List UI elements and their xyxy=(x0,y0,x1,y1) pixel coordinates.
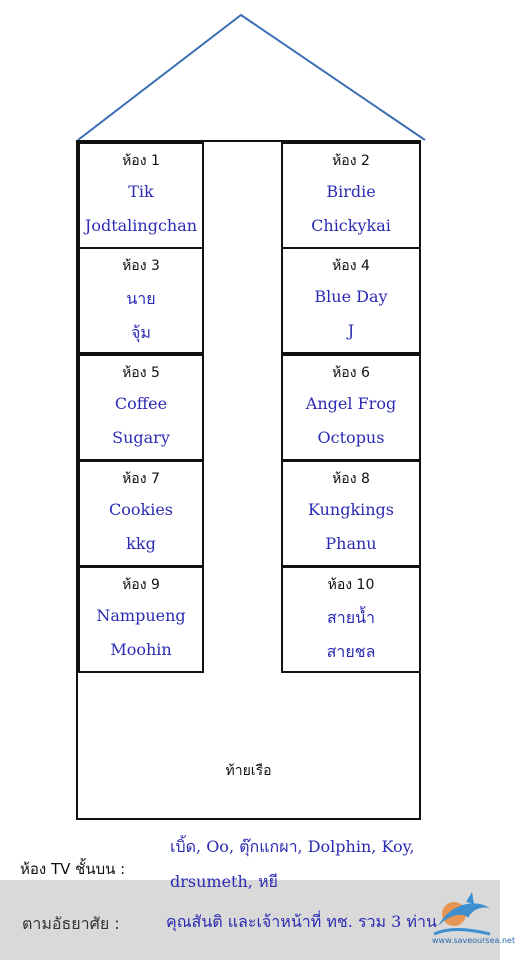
occupant-name: Chickykai xyxy=(311,216,391,235)
stern-label: ท้ายเรือ xyxy=(225,763,272,779)
logo-url: www.saveoursea.net xyxy=(432,936,515,945)
room-number: ห้อง 7 xyxy=(122,471,160,487)
room-number: ห้อง 6 xyxy=(332,365,370,381)
room-number: ห้อง 2 xyxy=(332,153,370,169)
occupant-name: นาย xyxy=(126,289,156,308)
tv-room-occupants-line1: เบิ้ด, Oo, ตุ๊กแกผา, Dolphin, Koy, xyxy=(170,837,415,856)
room-3 xyxy=(78,247,204,354)
occupant-name: จุ้ม xyxy=(131,323,151,342)
room-number: ห้อง 5 xyxy=(122,365,160,381)
occupant-name: Kungkings xyxy=(307,500,395,519)
occupant-name: kkg xyxy=(126,534,156,553)
occupant-name: Moohin xyxy=(110,640,172,659)
room-4 xyxy=(281,247,421,354)
room-1 xyxy=(78,142,204,249)
room-6 xyxy=(281,354,421,461)
room-number: ห้อง 3 xyxy=(122,258,160,274)
occupant-name: Phanu xyxy=(325,534,377,553)
occupant-name: Angel Frog xyxy=(305,394,397,413)
occupant-name: Sugary xyxy=(112,428,170,447)
occupant-name: Cookies xyxy=(109,500,173,519)
room-2 xyxy=(281,142,421,249)
boat-hull xyxy=(76,140,421,820)
accommodation-label: ตามอัธยาศัย : xyxy=(22,914,120,933)
occupant-name: Jodtalingchan xyxy=(84,216,198,235)
room-8 xyxy=(281,460,421,567)
occupant-name: Coffee xyxy=(114,394,168,413)
occupant-name: Nampueng xyxy=(96,606,186,625)
room-number: ห้อง 1 xyxy=(122,153,160,169)
occupant-name: Tik xyxy=(128,182,154,201)
occupant-name: Blue Day xyxy=(314,287,388,306)
room-number: ห้อง 4 xyxy=(332,258,370,274)
tv-room-occupants-line2: drsumeth, หยี xyxy=(170,872,278,891)
occupant-name: สายชล xyxy=(326,642,376,661)
tv-room-label: ห้อง TV ชั้นบน : xyxy=(20,860,126,878)
accommodation-text: คุณสันติ และเจ้าหน้าที่ ทช. รวม 3 ท่าน xyxy=(166,912,437,931)
room-9 xyxy=(78,566,204,673)
occupant-name: Birdie xyxy=(326,182,376,201)
boat-bow-outline xyxy=(0,0,500,145)
room-10 xyxy=(281,566,421,673)
occupant-name: J xyxy=(347,321,355,340)
room-number: ห้อง 9 xyxy=(122,577,160,593)
room-number: ห้อง 10 xyxy=(327,577,375,593)
room-number: ห้อง 8 xyxy=(332,471,370,487)
room-5 xyxy=(78,354,204,461)
room-7 xyxy=(78,460,204,567)
occupant-name: สายน้ำ xyxy=(326,608,376,627)
occupant-name: Octopus xyxy=(317,428,385,447)
